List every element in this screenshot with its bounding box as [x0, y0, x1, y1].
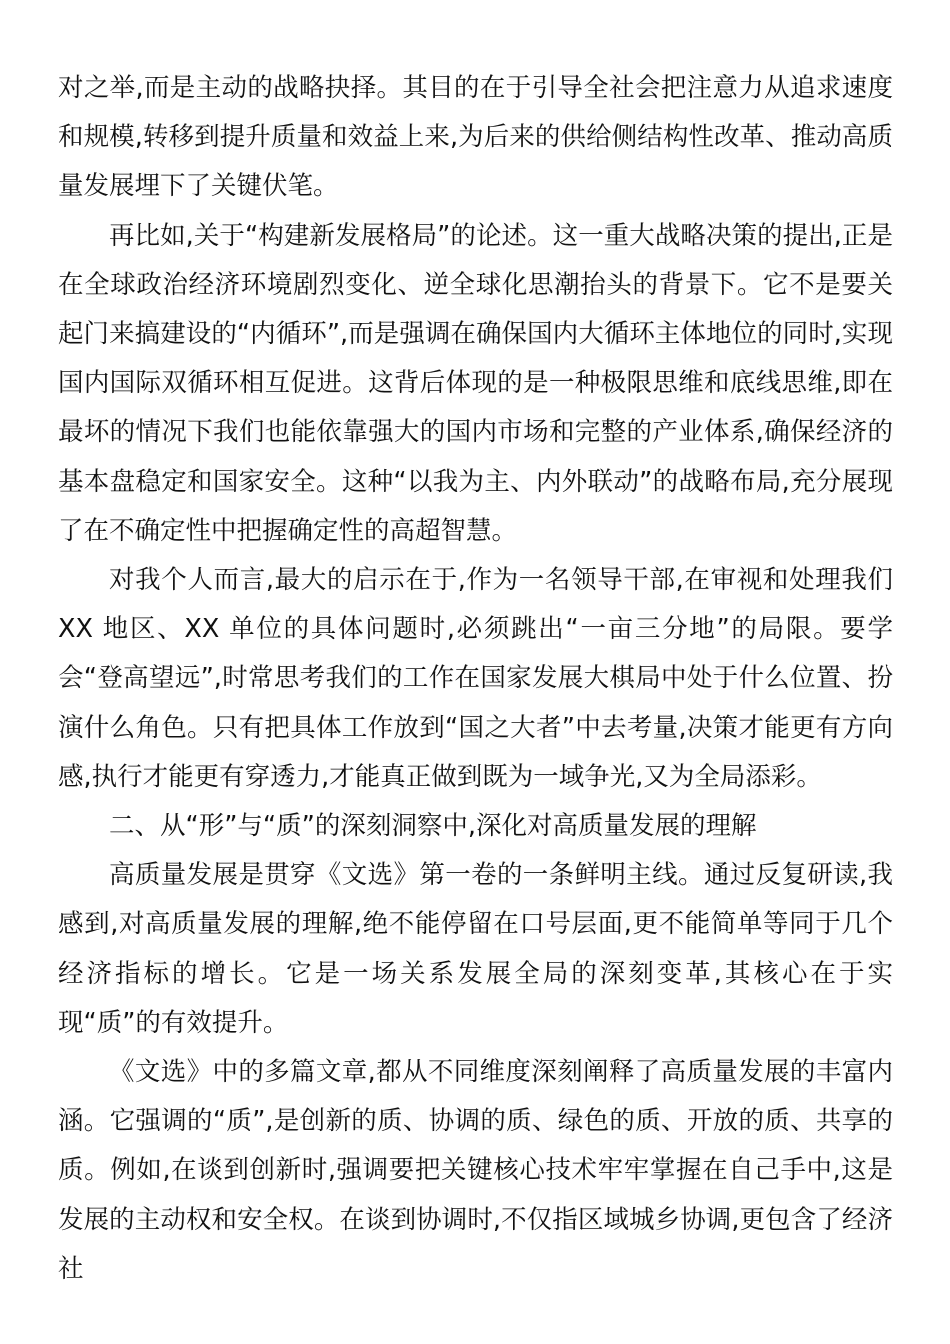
- section-heading-2: 二、从“形”与“质”的深刻洞察中,深化对高质量发展的理解: [109, 811, 757, 842]
- paragraph-high-quality-development: 高质量发展是贯穿《文选》第一卷的一条鲜明主线。通过反复研读,我感到,对高质量发展的理解,绝不能停留在口号层面,更不能简单等同于几个经济指标的增长。它是一场关系发展全局的深刻变革,其核心在于实现“质”的有效提升。: [58, 860, 893, 1038]
- paragraph-personal-insight: 对我个人而言,最大的启示在于,作为一名领导干部,在审视和处理我们 XX 地区、XX 单位的具体问题时,必须跳出“一亩三分地”的局限。要学会“登高望远”,时常思考我们的工作在国家发展大棋局中处于什么位置、扮演什么角色。只有把具体工作放到“国之大者”中去考量,决策才能更有方向感,执行才能更有穿透力,才能真正做到既为一域争光,又为全局添彩。: [58, 565, 893, 792]
- document-page: [58, 64, 893, 1294]
- paragraph-continued: 对之举,而是主动的战略抉择。其目的在于引导全社会把注意力从追求速度和规模,转移到提升质量和效益上来,为后来的供给侧结构性改革、推动高质量发展埋下了关键伏笔。: [58, 73, 893, 202]
- paragraph-quality-connotation: 《文选》中的多篇文章,都从不同维度深刻阐释了高质量发展的丰富内涵。它强调的“质”,是创新的质、协调的质、绿色的质、开放的质、共享的质。例如,在谈到创新时,强调要把关键核心技术牢牢掌握在自己手中,这是发展的主动权和安全权。在谈到协调时,不仅指区域城乡协调,更包含了经济社: [58, 1057, 893, 1284]
- paragraph-new-development-pattern: 再比如,关于“构建新发展格局”的论述。这一重大战略决策的提出,正是在全球政治经济环境剧烈变化、逆全球化思潮抬头的背景下。它不是要关起门来搞建设的“内循环”,而是强调在确保国内大循环主体地位的同时,实现国内国际双循环相互促进。这背后体现的是一种极限思维和底线思维,即在最坏的情况下我们也能依靠强大的国内市场和完整的产业体系,确保经济的基本盘稳定和国家安全。这种“以我为主、内外联动”的战略布局,充分展现了在不确定性中把握确定性的高超智慧。: [58, 220, 893, 546]
